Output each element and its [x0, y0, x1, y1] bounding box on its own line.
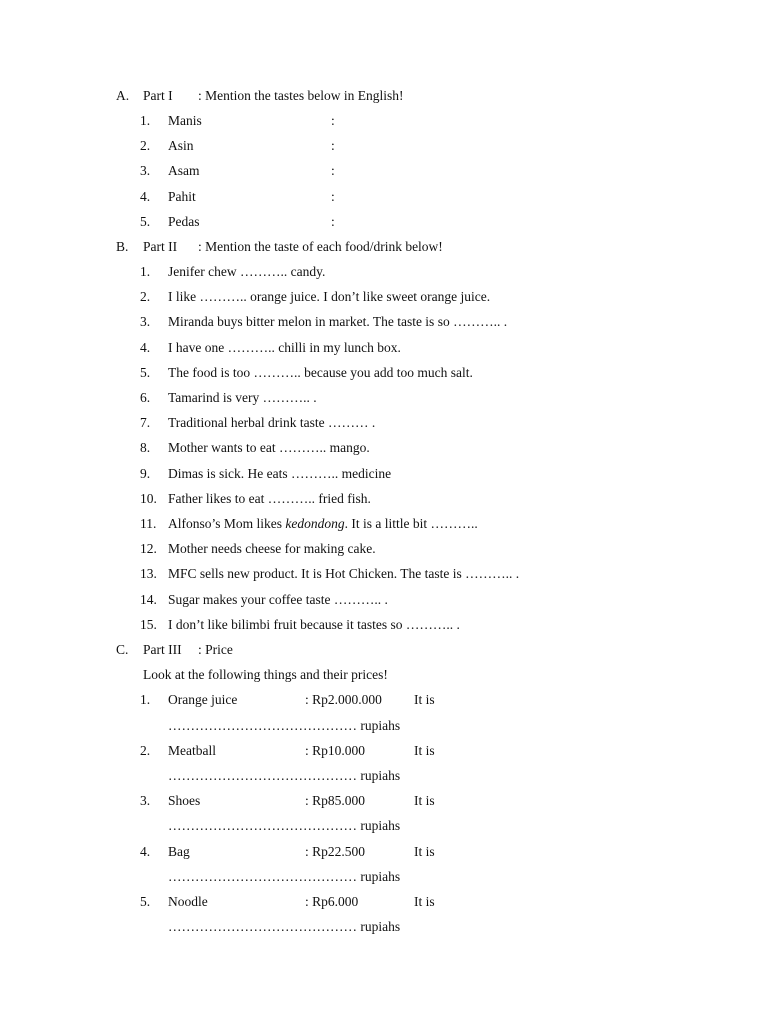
item-number: 7. [140, 415, 151, 430]
italic-word: kedondong [285, 516, 345, 531]
section-label: Part II [143, 239, 178, 254]
item-sentence [168, 514, 478, 534]
answer-blank: …………………………………… rupiahs [168, 919, 401, 934]
item-number: 4. [140, 189, 151, 204]
item-sentence: Sugar makes your coffee taste ……….. . [168, 592, 388, 607]
section-label: Part I [143, 88, 173, 103]
item-number: 5. [140, 894, 151, 909]
item-sentence: Dimas is sick. He eats ……….. medicine [168, 466, 392, 481]
item-it-is: It is [414, 692, 435, 707]
item-number: 10. [140, 491, 157, 506]
item-colon: : [331, 214, 335, 229]
item-number: 9. [140, 466, 151, 481]
item-sentence: Tamarind is very ……….. . [168, 390, 317, 405]
item-price: : Rp6.000 [305, 894, 359, 909]
item-number: 13. [140, 566, 157, 581]
item-colon: : [331, 138, 335, 153]
item-number: 11. [140, 516, 157, 531]
item-word: Pedas [168, 214, 200, 229]
item-price: : Rp2.000.000 [305, 692, 382, 707]
item-number: 1. [140, 113, 151, 128]
item-sentence: The food is too ……….. because you add too much salt. [168, 365, 473, 380]
section-instruction: : Mention the tastes below in English! [198, 88, 404, 103]
item-it-is: It is [414, 743, 435, 758]
item-word: Asam [168, 163, 200, 178]
section-letter: B. [116, 239, 129, 254]
item-colon: : [331, 113, 335, 128]
item-sentence: I like ……….. orange juice. I don’t like sweet orange juice. [168, 289, 491, 304]
item-number: 2. [140, 743, 151, 758]
sentence-start: Alfonso’s Mom likes [168, 516, 286, 531]
item-number: 12. [140, 541, 157, 556]
section-instruction: : Mention the taste of each food/drink below! [198, 239, 443, 254]
item-sentence: Father likes to eat ……….. fried fish. [168, 491, 371, 506]
item-number: 4. [140, 340, 151, 355]
item-sentence: MFC sells new product. It is Hot Chicken. The taste is ……….. . [168, 566, 520, 581]
item-price: : Rp10.000 [305, 743, 366, 758]
item-it-is: It is [414, 793, 435, 808]
item-sentence: Traditional herbal drink taste ……… . [168, 415, 376, 430]
item-number: 3. [140, 793, 151, 808]
item-name: Noodle [168, 894, 208, 909]
item-colon: : [331, 189, 335, 204]
item-word: Asin [168, 138, 194, 153]
item-sentence: Jenifer chew ……….. candy. [168, 264, 326, 279]
item-sentence: Mother wants to eat ……….. mango. [168, 440, 370, 455]
intro-text: Look at the following things and their prices! [143, 667, 388, 682]
item-it-is: It is [414, 894, 435, 909]
item-number: 3. [140, 314, 151, 329]
item-name: Orange juice [168, 692, 238, 707]
item-number: 5. [140, 365, 151, 380]
item-number: 4. [140, 844, 151, 859]
answer-blank: …………………………………… rupiahs [168, 818, 401, 833]
section-letter: C. [116, 642, 129, 657]
item-colon: : [331, 163, 335, 178]
item-name: Bag [168, 844, 190, 859]
item-number: 5. [140, 214, 151, 229]
item-number: 6. [140, 390, 151, 405]
section-letter: A. [116, 88, 130, 103]
item-word: Manis [168, 113, 202, 128]
item-word: Pahit [168, 189, 196, 204]
item-number: 2. [140, 289, 151, 304]
item-number: 3. [140, 163, 151, 178]
item-number: 1. [140, 692, 151, 707]
answer-blank: …………………………………… rupiahs [168, 869, 401, 884]
item-sentence: Miranda buys bitter melon in market. The taste is so ……….. . [168, 314, 508, 329]
item-sentence: I have one ……….. chilli in my lunch box. [168, 340, 401, 355]
item-name: Meatball [168, 743, 216, 758]
item-number: 2. [140, 138, 151, 153]
item-price: : Rp85.000 [305, 793, 366, 808]
item-it-is: It is [414, 844, 435, 859]
item-name: Shoes [168, 793, 201, 808]
section-instruction: : Price [198, 642, 233, 657]
item-number: 1. [140, 264, 151, 279]
item-number: 15. [140, 617, 157, 632]
sentence-end: . It is a little bit ……….. [344, 516, 478, 531]
item-sentence: Mother needs cheese for making cake. [168, 541, 376, 556]
answer-blank: …………………………………… rupiahs [168, 768, 401, 783]
answer-blank: …………………………………… rupiahs [168, 718, 401, 733]
item-sentence: I don’t like bilimbi fruit because it tastes so ……….. . [168, 617, 460, 632]
item-price: : Rp22.500 [305, 844, 366, 859]
section-label: Part III [143, 642, 182, 657]
item-number: 8. [140, 440, 151, 455]
item-number: 14. [140, 592, 157, 607]
